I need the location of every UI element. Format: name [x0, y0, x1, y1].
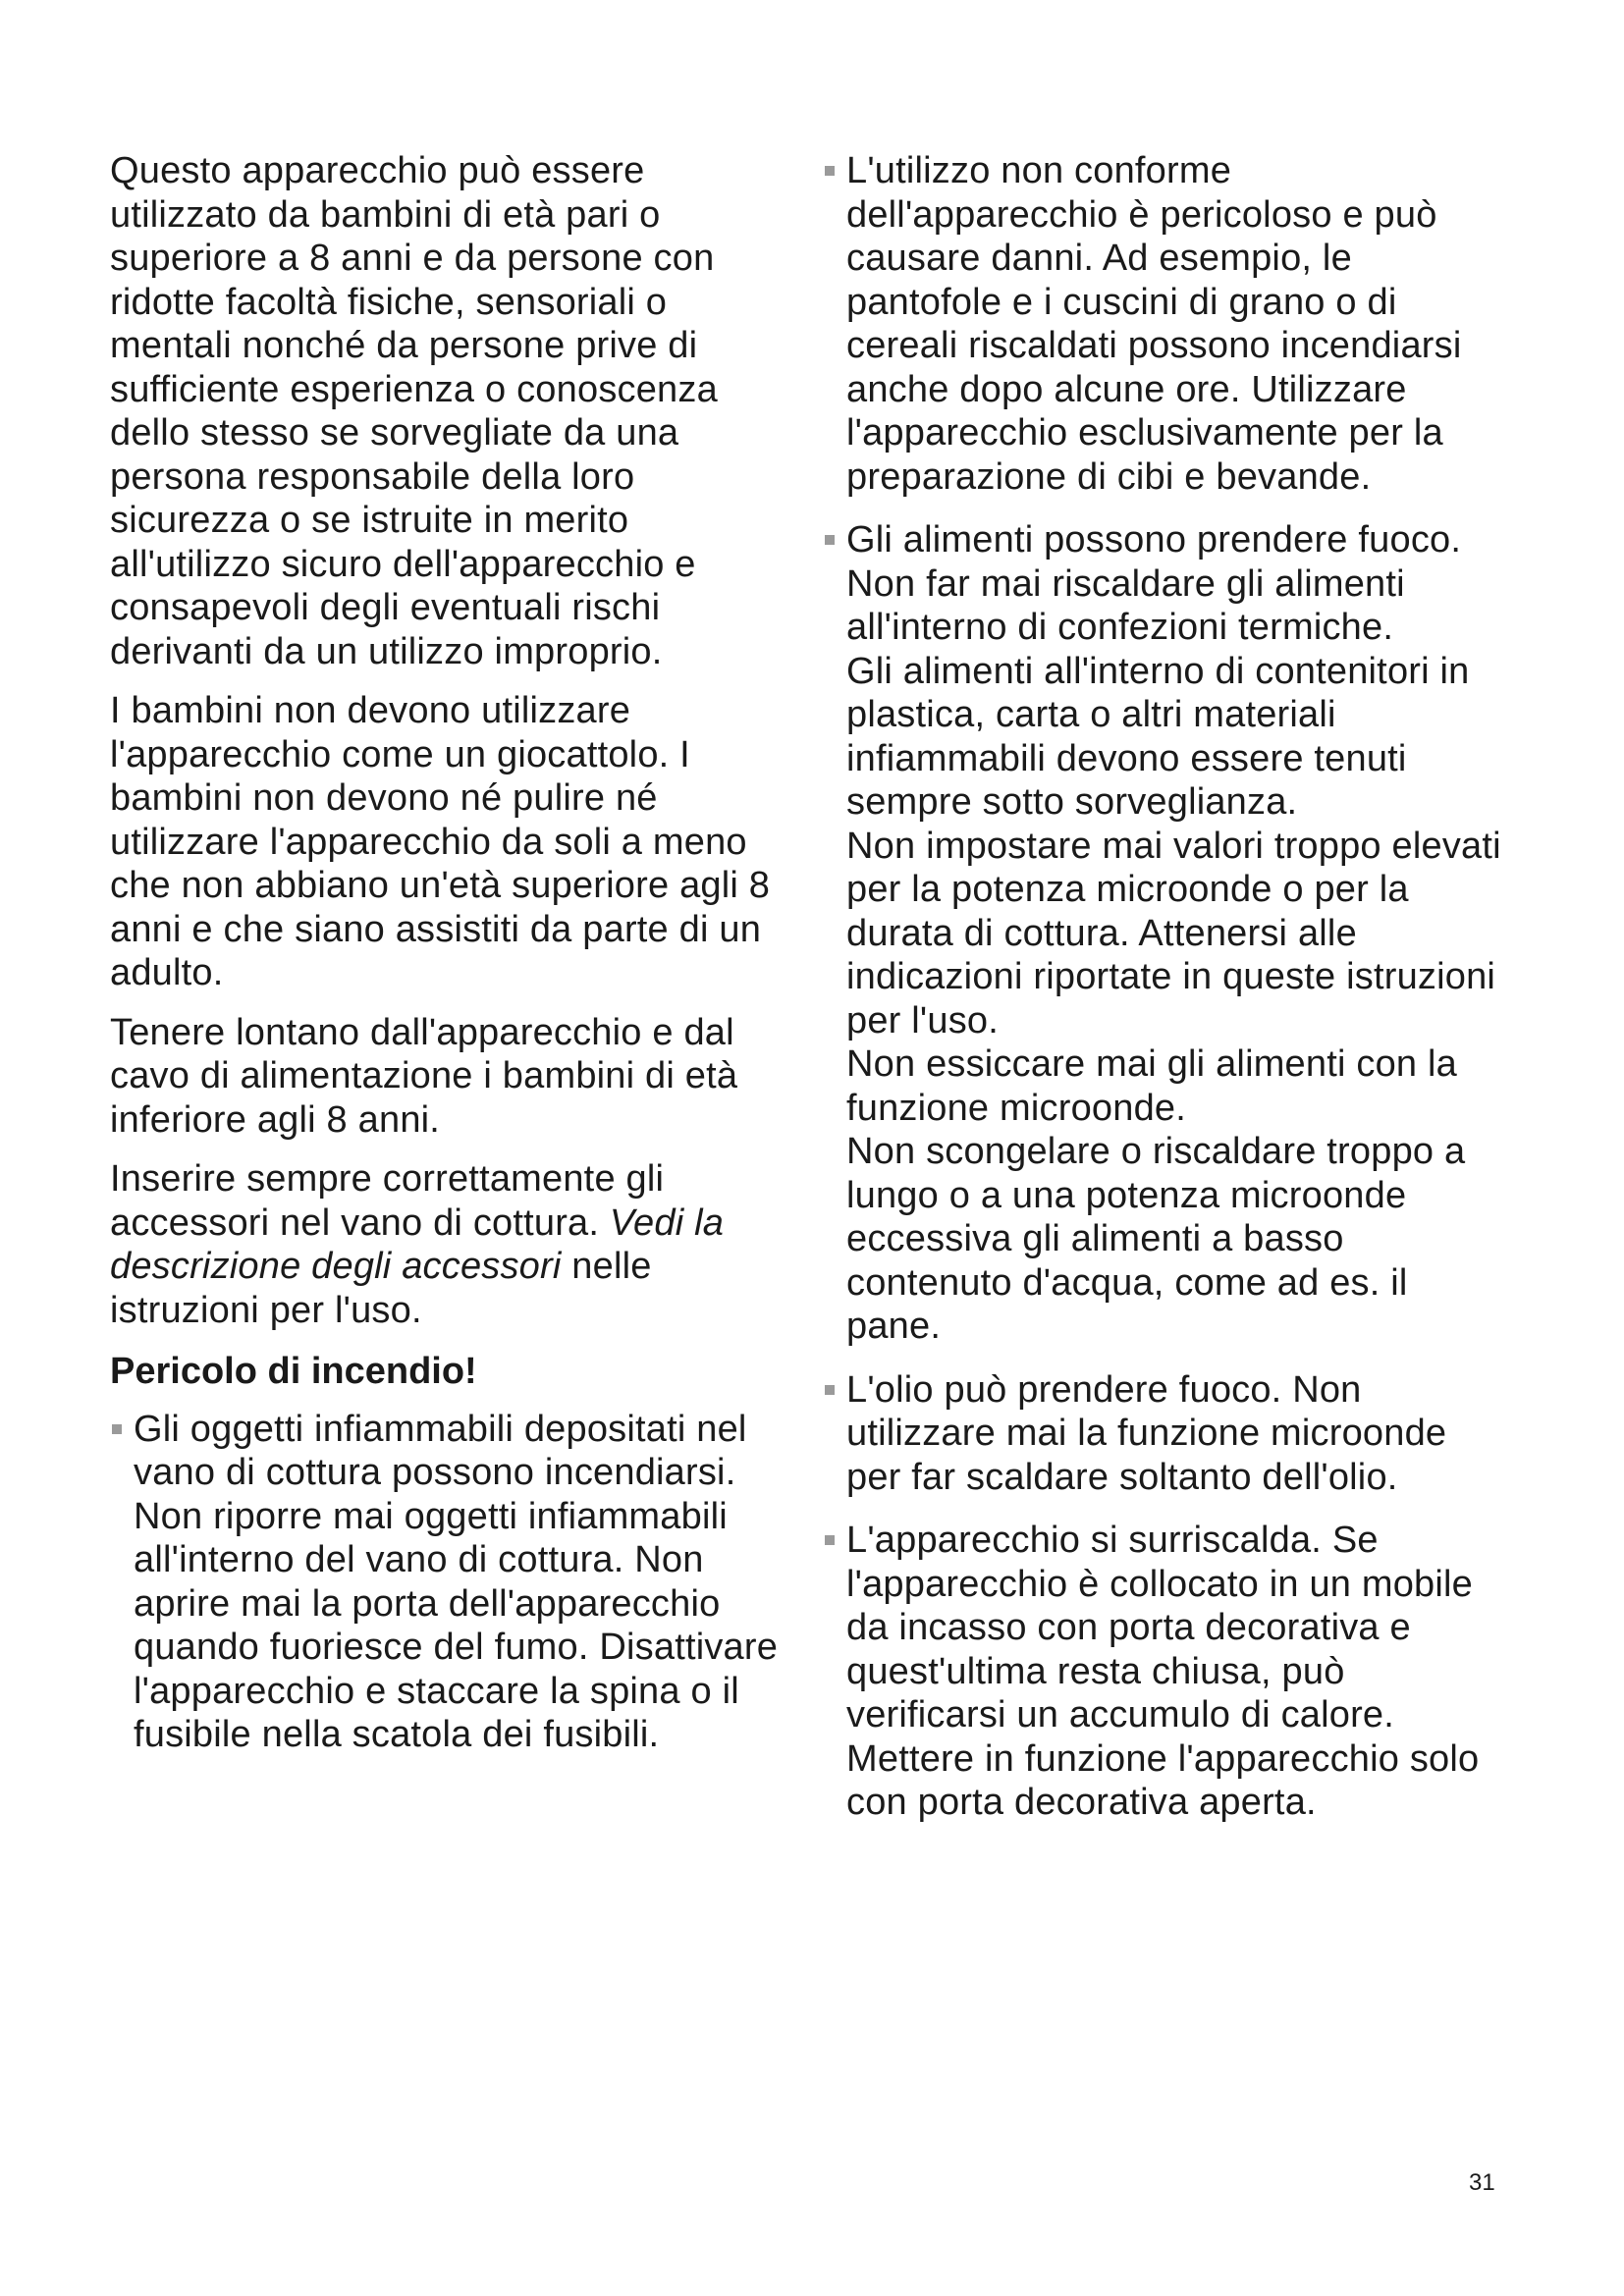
accessories-text-before: Inserire sempre correttamente gli accessori nel vano di cottura.	[110, 1158, 665, 1244]
overheating-bullet	[823, 1519, 1510, 1825]
oil-fire-bullet	[823, 1368, 1510, 1500]
bullet-text: L'apparecchio si surriscalda. Se l'apparecchio è collocato in un mobile da incasso con porta decorativa e quest'ultima resta chiusa, può verificarsi un accumulo di calore. Mettere in funzione l'apparecchio solo con porta decorativa aperta.	[846, 1520, 1480, 1823]
bullet-line-power-settings: Non impostare mai valori troppo elevati per la potenza microonde o per la durata di cottura. Attenersi alle indicazioni riportate in queste istruzioni per l'uso.	[846, 825, 1501, 1041]
right-column	[823, 149, 1510, 1844]
page-number: 31	[1469, 2169, 1495, 2196]
children-usage-paragraph: Questo apparecchio può essere utilizzato da bambini di età pari o superiore a 8 anni e da persone con ridotte facoltà fisiche, sensoriali o mentali nonché da persone prive di sufficiente esperienza o conoscenza dello stesso se sorvegliate da una persona responsabile della loro sicurezza o se istruite in merito all'utilizzo sicuro dell'apparecchio e consapevoli degli eventuali rischi derivanti da un utilizzo improprio.	[110, 150, 718, 672]
accessories-reference: Vedi la descrizione degli accessori	[110, 1201, 725, 1287]
bullet-square-icon	[825, 166, 835, 176]
bullet-line-packaging: Gli alimenti possono prendere fuoco. Non far mai riscaldare gli alimenti all'interno di confezioni termiche.	[846, 519, 1462, 648]
children-distance-paragraph: Tenere lontano dall'apparecchio e dal cavo di alimentazione i bambini di età inferiore agli 8 anni.	[110, 1011, 738, 1141]
bullet-square-icon	[825, 1385, 835, 1395]
bullet-square-icon	[825, 1535, 835, 1545]
left-column	[110, 149, 787, 1777]
bullet-line-drying: Non essiccare mai gli alimenti con la funzione microonde.	[846, 1043, 1457, 1129]
bullet-square-icon	[825, 535, 835, 545]
fire-hazard-heading: Pericolo di incendio!	[110, 1351, 477, 1392]
accessories-text-after: nelle istruzioni per l'uso.	[110, 1246, 652, 1331]
bullet-text: Gli oggetti infiammabili depositati nel vano di cottura possono incendiarsi. Non riporre mai oggetti infiammabili all'interno del vano di cottura. Non aprire mai la porta dell'apparecchio quando fuoriesce del fumo. Disattivare l'apparecchio e staccare la spina o il fusibile nella scatola dei fusibili.	[134, 1408, 779, 1755]
food-fire-bullet	[823, 518, 1510, 1349]
bullet-text: L'utilizzo non conforme dell'apparecchio è pericoloso e può causare danni. Ad esempio, le pantofole e i cuscini di grano o di cereali riscaldati possono incendiarsi anche dopo alcune ore. Utilizzare l'apparecchio esclusivamente per la preparazione di cibi e bevande.	[846, 150, 1462, 498]
children-play-paragraph: I bambini non devono utilizzare l'apparecchio come un giocattolo. I bambini non devono né pulire né utilizzare l'apparecchio da soli a meno che non abbiano un'età superiore agli 8 anni e che siano assistiti da parte di un adulto.	[110, 690, 771, 993]
improper-use-bullet	[823, 149, 1510, 499]
bullet-line-defrosting: Non scongelare o riscaldare troppo a lungo o a una potenza microonde eccessiva gli alimenti a basso contenuto d'acqua, come ad es. il pane.	[846, 1131, 1466, 1347]
flammable-objects-bullet	[110, 1408, 787, 1757]
bullet-square-icon	[112, 1424, 122, 1434]
bullet-line-containers: Gli alimenti all'interno di contenitori in plastica, carta o altri materiali infiammabili devono essere tenuti sempre sotto sorveglianza.	[846, 650, 1470, 823]
bullet-text: L'olio può prendere fuoco. Non utilizzare mai la funzione microonde per far scaldare soltanto dell'olio.	[846, 1368, 1447, 1498]
accessories-paragraph	[110, 1157, 787, 1332]
